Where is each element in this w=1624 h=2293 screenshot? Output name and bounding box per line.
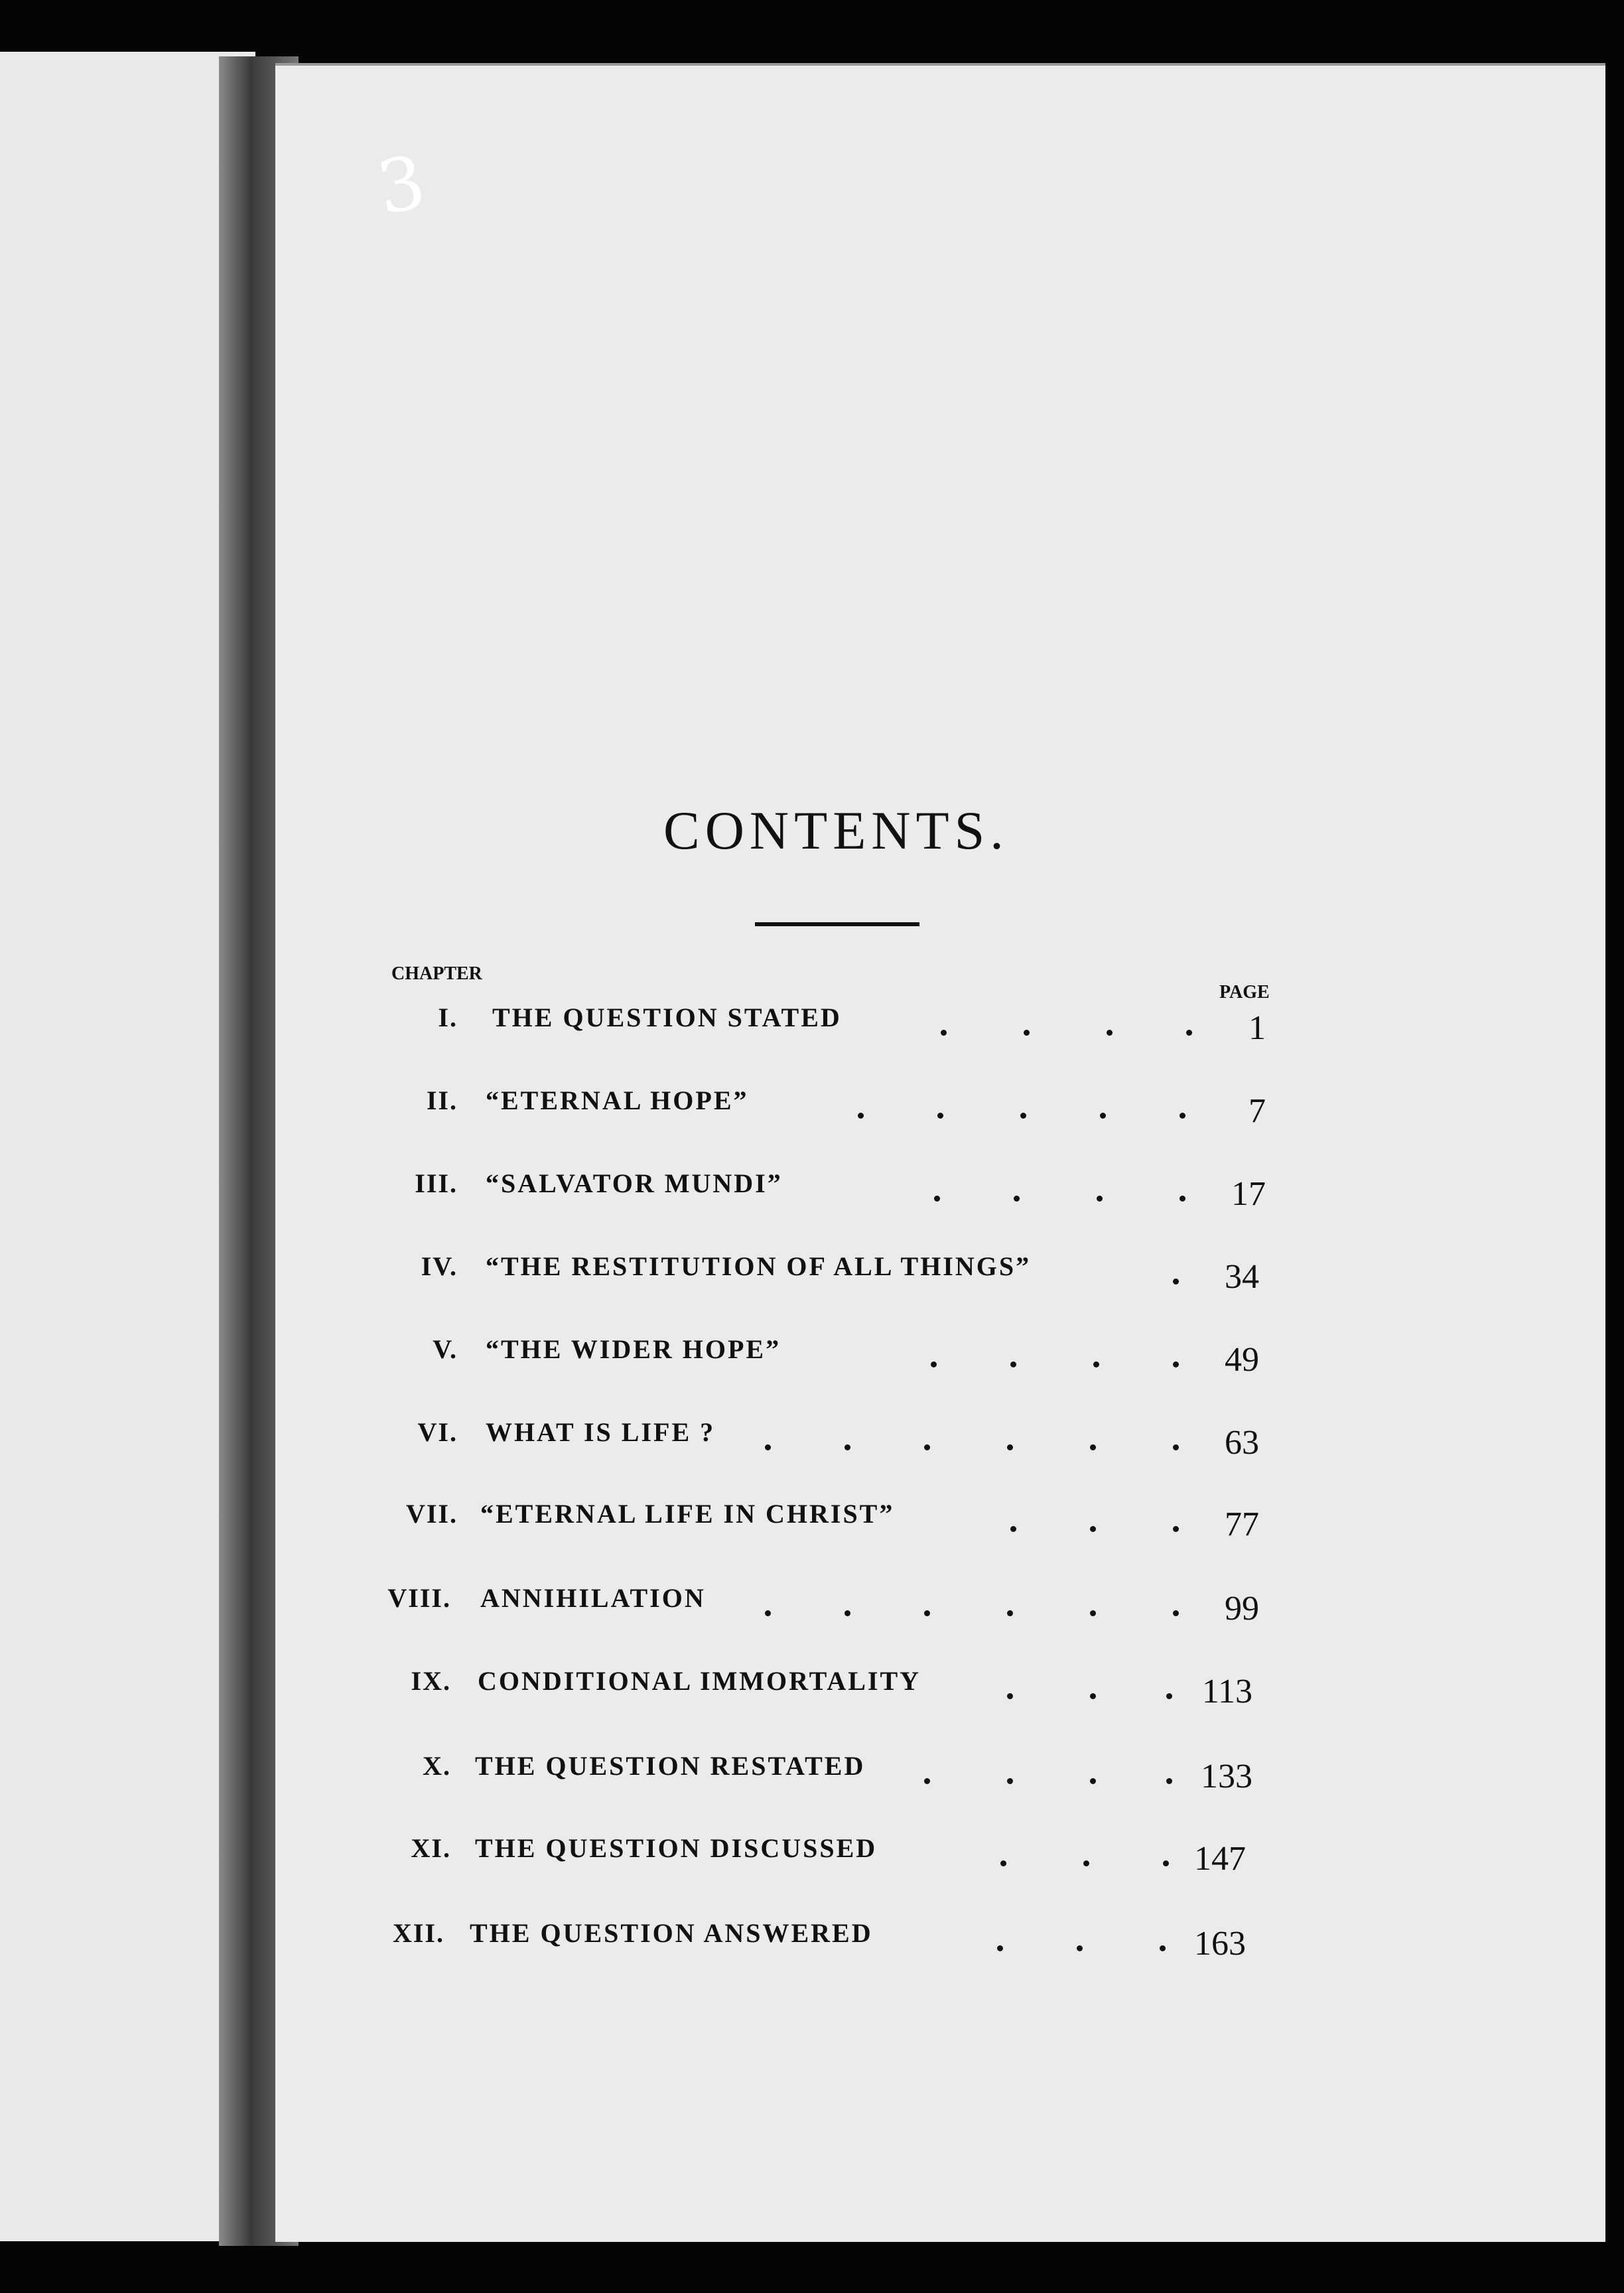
chapter-numeral: III. bbox=[415, 1168, 458, 1198]
chapter-numeral: VI. bbox=[417, 1417, 458, 1447]
list-item bbox=[0, 1334, 1624, 1379]
page-number: 17 bbox=[1231, 1175, 1266, 1213]
title-divider bbox=[755, 922, 919, 926]
leader-dot bbox=[845, 1444, 850, 1450]
list-item bbox=[0, 1665, 1624, 1710]
chapter-title: ANNIHILATION bbox=[480, 1583, 706, 1613]
chapter-title: “THE RESTITUTION OF ALL THINGS” bbox=[486, 1251, 1032, 1281]
page-number: 63 bbox=[1225, 1424, 1259, 1462]
list-item bbox=[0, 1002, 1624, 1047]
page-number: 133 bbox=[1201, 1758, 1252, 1795]
leader-dot bbox=[1180, 1196, 1185, 1202]
leader-dot bbox=[1007, 1444, 1013, 1450]
chapter-numeral: I. bbox=[438, 1003, 458, 1032]
page-number: 113 bbox=[1201, 1673, 1252, 1710]
leader-dot bbox=[1090, 1693, 1096, 1699]
leader-dot bbox=[1173, 1526, 1179, 1532]
leader-dot bbox=[1077, 1945, 1083, 1951]
leader-dot bbox=[1000, 1860, 1006, 1866]
page-number: 99 bbox=[1225, 1590, 1259, 1628]
leader-dot bbox=[1014, 1196, 1020, 1202]
leader-dot bbox=[1173, 1444, 1179, 1450]
chapter-title: THE QUESTION STATED bbox=[492, 1003, 842, 1032]
page-number: 7 bbox=[1249, 1092, 1266, 1130]
chapter-title: WHAT IS LIFE ? bbox=[486, 1417, 716, 1447]
leader-dot bbox=[1090, 1778, 1096, 1784]
leader-dot bbox=[1173, 1361, 1179, 1367]
chapter-title: THE QUESTION ANSWERED bbox=[470, 1918, 873, 1948]
chapter-title: “SALVATOR MUNDI” bbox=[486, 1168, 783, 1198]
leader-dot bbox=[765, 1444, 771, 1450]
page-column-header: PAGE bbox=[1219, 982, 1270, 1003]
list-item bbox=[0, 1085, 1624, 1130]
leader-dot bbox=[941, 1030, 947, 1036]
page-number: 34 bbox=[1225, 1258, 1259, 1296]
leader-dot bbox=[1180, 1113, 1185, 1119]
leader-dot bbox=[1083, 1860, 1089, 1866]
chapter-title: CONDITIONAL IMMORTALITY bbox=[478, 1666, 921, 1696]
chapter-numeral: VIII. bbox=[387, 1583, 451, 1613]
facing-page-left bbox=[0, 52, 255, 2241]
chapter-numeral: XI. bbox=[411, 1833, 451, 1863]
page-number: 77 bbox=[1225, 1505, 1259, 1543]
page-number: 49 bbox=[1225, 1341, 1259, 1379]
list-item bbox=[0, 1833, 1624, 1878]
leader-dot bbox=[1173, 1279, 1179, 1285]
chapter-numeral: II. bbox=[426, 1085, 458, 1115]
pencil-annotation-mark: 3 bbox=[371, 139, 432, 232]
list-item bbox=[0, 1251, 1624, 1296]
chapter-numeral: XII. bbox=[392, 1918, 444, 1948]
leader-dot bbox=[1090, 1610, 1096, 1616]
chapter-title: “ETERNAL LIFE IN CHRIST” bbox=[480, 1499, 895, 1529]
leader-dot bbox=[1090, 1526, 1096, 1532]
leader-dot bbox=[845, 1610, 850, 1616]
leader-dot bbox=[765, 1610, 771, 1616]
leader-dot bbox=[1107, 1030, 1113, 1036]
leader-dot bbox=[1007, 1778, 1013, 1784]
leader-dot bbox=[1160, 1945, 1166, 1951]
list-item bbox=[0, 1498, 1624, 1543]
leader-dot bbox=[1097, 1196, 1103, 1202]
leader-dot bbox=[924, 1444, 930, 1450]
chapter-column-header: CHAPTER bbox=[391, 963, 482, 984]
list-item bbox=[0, 1417, 1624, 1462]
leader-dot bbox=[858, 1113, 864, 1119]
leader-dot bbox=[1007, 1610, 1013, 1616]
leader-dot bbox=[1090, 1444, 1096, 1450]
list-item bbox=[0, 1582, 1624, 1628]
contents-page bbox=[275, 63, 1605, 2242]
page-title: CONTENTS. bbox=[663, 800, 1009, 861]
leader-dot bbox=[1010, 1361, 1016, 1367]
leader-dot bbox=[934, 1196, 940, 1202]
chapter-numeral: IX. bbox=[411, 1666, 451, 1696]
leader-dot bbox=[924, 1610, 930, 1616]
chapter-numeral: V. bbox=[433, 1334, 458, 1364]
chapter-title: THE QUESTION RESTATED bbox=[475, 1751, 866, 1781]
chapter-numeral: X. bbox=[423, 1751, 451, 1781]
leader-dot bbox=[1100, 1113, 1106, 1119]
chapter-numeral: IV. bbox=[421, 1251, 458, 1281]
list-item bbox=[0, 1917, 1624, 1963]
leader-dot bbox=[1010, 1526, 1016, 1532]
leader-dot bbox=[1020, 1113, 1026, 1119]
leader-dot bbox=[937, 1113, 943, 1119]
chapter-title: THE QUESTION DISCUSSED bbox=[475, 1833, 878, 1863]
chapter-title: “THE WIDER HOPE” bbox=[486, 1334, 781, 1364]
leader-dot bbox=[1024, 1030, 1030, 1036]
leader-dot bbox=[997, 1945, 1003, 1951]
chapter-numeral: VII. bbox=[405, 1499, 458, 1529]
leader-dot bbox=[931, 1361, 937, 1367]
leader-dot bbox=[1093, 1361, 1099, 1367]
leader-dot bbox=[1007, 1693, 1013, 1699]
page-number: 163 bbox=[1194, 1925, 1246, 1963]
leader-dot bbox=[1166, 1693, 1172, 1699]
page-number: 1 bbox=[1249, 1009, 1266, 1047]
leader-dot bbox=[1166, 1778, 1172, 1784]
page-number: 147 bbox=[1194, 1840, 1246, 1878]
leader-dot bbox=[1173, 1610, 1179, 1616]
list-item bbox=[0, 1168, 1624, 1213]
leader-dot bbox=[924, 1778, 930, 1784]
chapter-title: “ETERNAL HOPE” bbox=[486, 1085, 749, 1115]
list-item bbox=[0, 1750, 1624, 1795]
